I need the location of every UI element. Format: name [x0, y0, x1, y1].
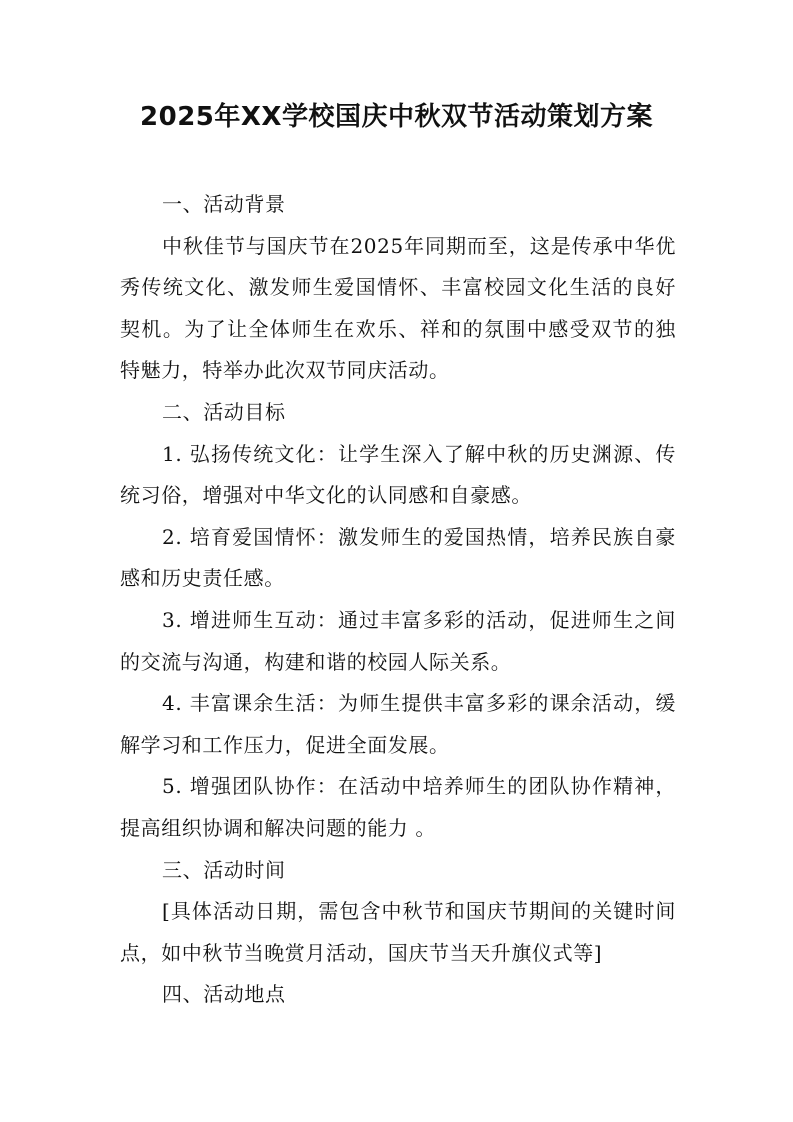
goal-item-4: 4. 丰富课余生活：为师生提供丰富多彩的课余活动，缓解学习和工作压力，促进全面发展。	[120, 691, 676, 757]
section-heading-location: 四、活动地点	[162, 982, 286, 1007]
goal-item-5: 5. 增强团队协作：在活动中培养师生的团队协作精神，提高组织协调和解决问题的能力 。	[120, 774, 676, 840]
section-heading-background: 一、活动背景	[162, 192, 286, 216]
goal-item-1: 1. 弘扬传统文化：让学生深入了解中秋的历史渊源、传统习俗，增强对中华文化的认同感和自豪感。	[120, 441, 676, 508]
document-title: 2025年XX学校国庆中秋双节活动策划方案	[140, 102, 653, 132]
goal-item-2: 2. 培育爱国情怀：激发师生的爱国热情，培养民族自豪感和历史责任感。	[120, 524, 676, 591]
section-heading-time: 三、活动时间	[162, 857, 286, 882]
goal-item-3: 3. 增进师生互动：通过丰富多彩的活动，促进师生之间的交流与沟通，构建和谐的校园人际关系。	[120, 607, 676, 674]
document-body	[120, 184, 676, 1016]
time-paragraph: [具体活动日期，需包含中秋节和国庆节期间的关键时间点，如中秋节当晚赏月活动，国庆节当天升旗仪式等]	[120, 899, 676, 965]
background-paragraph: 中秋佳节与国庆节在2025年同期而至，这是传承中华优秀传统文化、激发师生爱国情怀、丰富校园文化生活的良好契机。为了让全体师生在欢乐、祥和的氛围中感受双节的独特魅力，特举办此次双节同庆活动。	[120, 233, 676, 383]
section-heading-goals: 二、活动目标	[162, 399, 286, 424]
